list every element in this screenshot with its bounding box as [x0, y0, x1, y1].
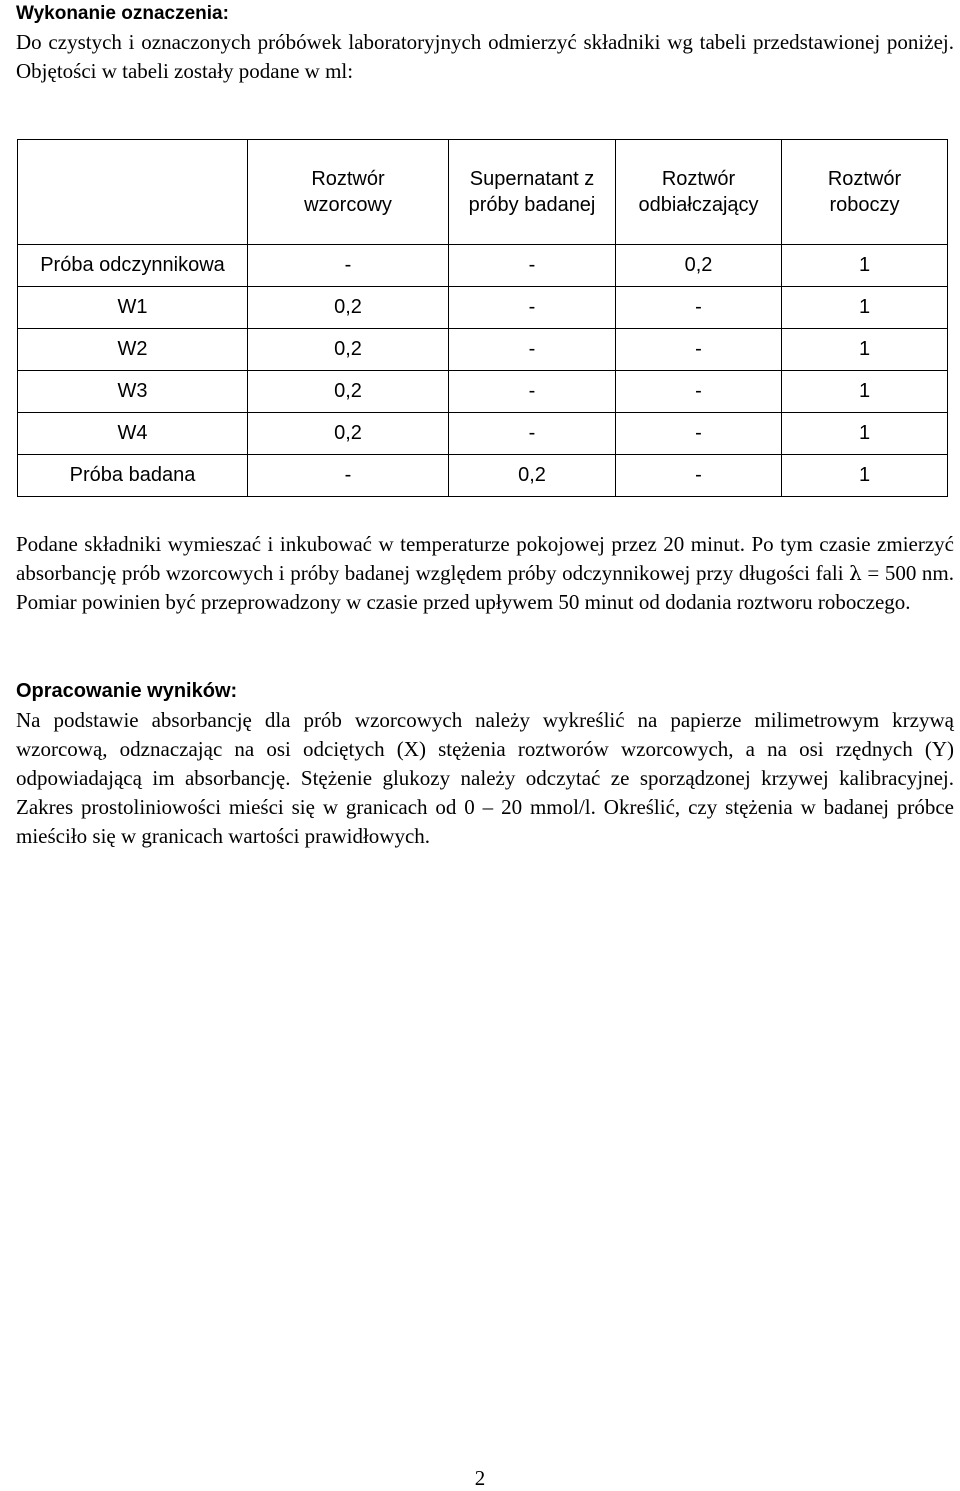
table-cell: 0,2 [248, 413, 449, 455]
header-line: Roztwór [661, 168, 736, 190]
table-cell: - [449, 413, 616, 455]
section-heading-results: Opracowanie wyników: [16, 680, 238, 702]
table-cell: 0,2 [449, 455, 616, 497]
table-cell: 1 [782, 329, 948, 371]
lambda-symbol: λ [849, 561, 862, 585]
header-line: odbiałczający [638, 194, 759, 216]
table-cell: 0,2 [248, 287, 449, 329]
table-cell: 1 [782, 245, 948, 287]
procedure-text-part1: Podane składniki wymieszać i inkubować w temperaturze pokojowej przez 20 minut. Po tym czasie zmierzyć absorbancję prób wzorcowych i próby badanej względem próby odczynnikowej przy długości fali [16, 532, 954, 585]
header-line: roboczy [829, 194, 900, 216]
table-cell: - [616, 455, 782, 497]
row-label-cell: W3 [18, 371, 248, 413]
table-cell: - [449, 245, 616, 287]
procedure-text-part2: = 500 nm. Pomiar powinien być przeprowadzony w czasie przed upływem 50 minut od dodania roztworu roboczego. [16, 561, 955, 614]
table-row [18, 245, 948, 287]
page-top [16, 0, 954, 86]
table-cell: - [616, 329, 782, 371]
intro-paragraph: Do czystych i oznaczonych próbówek laboratoryjnych odmierzyć składniki wg tabeli przedstawionej poniżej. Objętości w tabeli zostały podane w ml: [16, 30, 954, 83]
table-cell: - [449, 287, 616, 329]
table-row [18, 413, 948, 455]
table-cell: - [449, 329, 616, 371]
table-cell: 1 [782, 455, 948, 497]
row-label-cell: W1 [18, 287, 248, 329]
header-line: próby badanej [468, 194, 596, 216]
table-header-cell [18, 140, 248, 245]
table-row [18, 329, 948, 371]
results-paragraph: Na podstawie absorbancję dla prób wzorcowych należy wykreślić na papierze milimetrowym krzywą wzorcową, odznaczając na osi odciętych (X) stężenia roztworów wzorcowych, a na osi rzędnych (Y) odpowiadającą im absorbancję. Stężenie glukozy należy odczytać ze sporządzonej krzywej kalibracyjnej. Zakres prostoliniowości mieści się w granicach od 0 – 20 mmol/l. Określić, czy stężenia w badanej próbce mieściło się w granicach wartości prawidłowych. [16, 708, 954, 848]
row-label-cell: W2 [18, 329, 248, 371]
page-number: 2 [474, 1466, 486, 1490]
procedure-section [16, 530, 954, 617]
table-row [18, 455, 948, 497]
header-line: Roztwór [311, 168, 385, 190]
table-header-cell [449, 140, 616, 245]
procedure-paragraph [16, 530, 954, 617]
table-cell: - [248, 455, 449, 497]
table-header-cell [248, 140, 449, 245]
row-label-cell: W4 [18, 413, 248, 455]
reagent-table-wrapper [17, 139, 948, 497]
table-cell: 1 [782, 371, 948, 413]
section-heading-procedure: Wykonanie oznaczenia: [16, 3, 229, 24]
table-header-cell [782, 140, 948, 245]
table-header-row [18, 140, 948, 245]
table-cell: 0,2 [248, 371, 449, 413]
table-cell: - [248, 245, 449, 287]
header-line: Supernatant z [469, 168, 595, 190]
row-label-cell: Próba badana [18, 455, 248, 497]
table-header-cell [616, 140, 782, 245]
table-cell: - [616, 287, 782, 329]
header-line: wzorcowy [304, 194, 392, 216]
header-line: Roztwór [827, 168, 902, 190]
reagent-table [17, 139, 948, 497]
table-cell: - [616, 413, 782, 455]
table-cell: 1 [782, 287, 948, 329]
table-cell: - [449, 371, 616, 413]
table-cell: 0,2 [616, 245, 782, 287]
table-cell: 0,2 [248, 329, 449, 371]
table-cell: - [616, 371, 782, 413]
row-label-cell: Próba odczynnikowa [18, 245, 248, 287]
table-cell: 1 [782, 413, 948, 455]
table-row [18, 287, 948, 329]
table-row [18, 371, 948, 413]
results-section [16, 676, 954, 851]
